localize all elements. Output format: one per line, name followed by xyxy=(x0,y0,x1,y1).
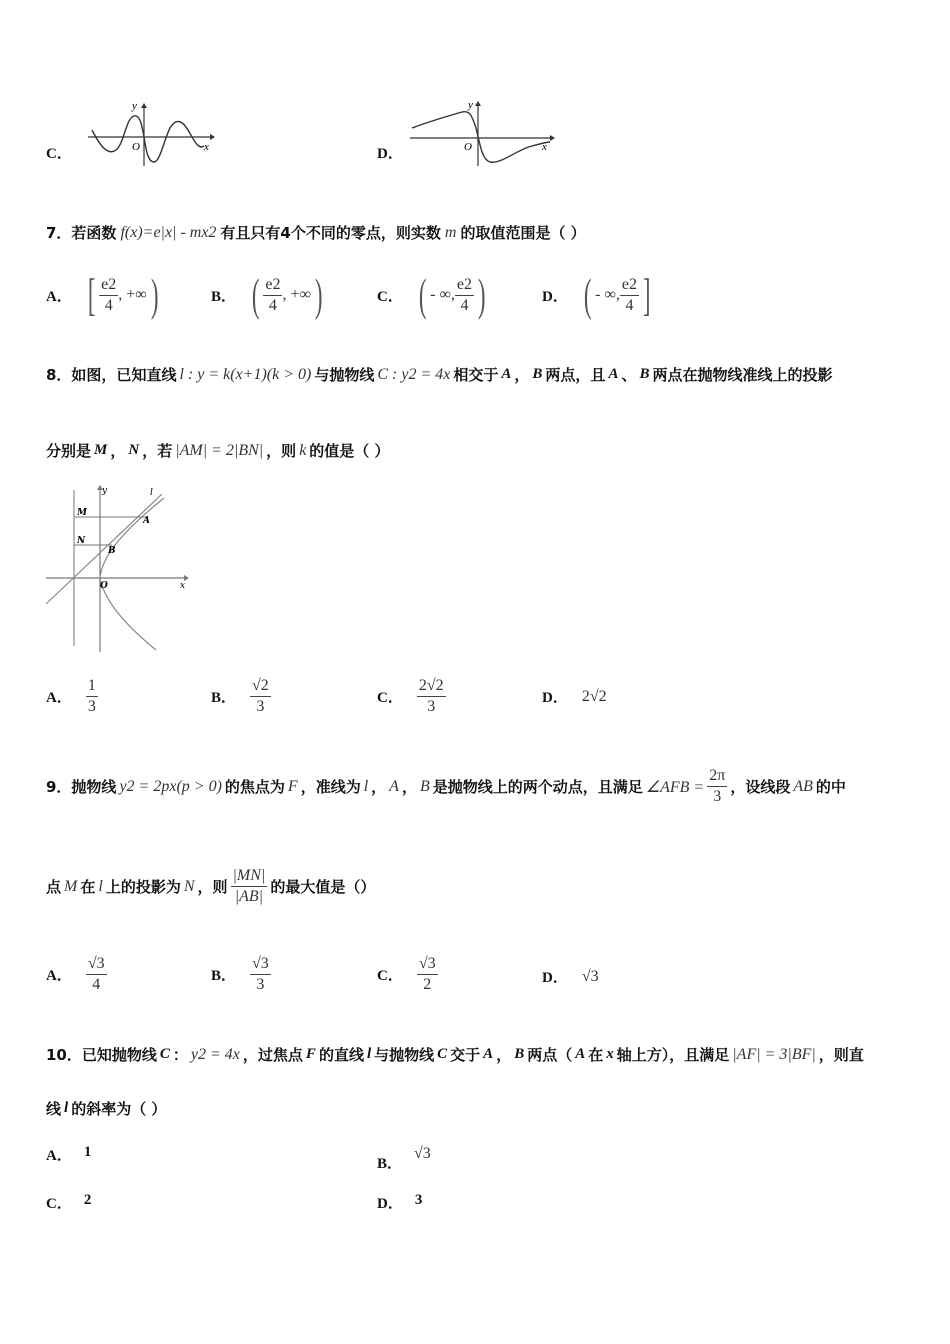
q10-stem-line2: 线 l 的斜率为（ ） xyxy=(46,1100,167,1118)
fig-y-label: y xyxy=(102,486,108,496)
fig-b-label: B xyxy=(108,546,116,556)
q7-options xyxy=(46,269,906,328)
q10-stem-line1: 10．已知抛物线 C ： y2 = 4x ，过焦点 F 的直线 l 与抛物线 C 交于 A ， B 两点（ A 在 x 轴上方），且满足 |AF| = 3|BF| ，则直 xyxy=(46,1045,864,1064)
x-label: x xyxy=(204,141,209,153)
q9-stem-line1: 9．抛物线 y2 = 2px(p > 0) 的焦点为 F ，准线为 l ， A ， B 是抛物线上的两个动点，且满足 ∠AFB = $\frac{2\pi}{3}$ ，设线段 AB 的中 xyxy=(46,767,846,805)
q9-option-d[interactable]: D． √3 xyxy=(542,967,599,986)
q8-stem-line2: 分别是 M ， N ，若 |AM| = 2|BN| ，则 k 的值是（ ） xyxy=(46,441,390,460)
q8-option-d[interactable]: D． 2√2 xyxy=(542,687,607,706)
curve xyxy=(412,112,550,163)
q8-figure xyxy=(44,484,194,654)
q6-option-d-graph xyxy=(408,100,558,170)
q7-option-b[interactable]: B． ( $\frac{e2}{4}$ , +∞ ) xyxy=(211,269,323,320)
fig-o-label: O xyxy=(100,581,108,591)
origin-label: O xyxy=(464,141,472,153)
y-axis-arrow xyxy=(141,103,147,108)
x-axis-arrow xyxy=(550,135,555,141)
fig-n-label: N xyxy=(77,536,86,546)
curve xyxy=(92,116,204,162)
q7-option-d[interactable]: D． ( - ∞, $\frac{e2}{4}$ ] xyxy=(542,269,651,320)
q9-stem-line2: 点 M 在 l 上的投影为 N ，则 $\frac{|MN|}{|AB|}$ 的最大值是（） xyxy=(46,867,376,905)
q10-option-a[interactable]: A． 1 xyxy=(46,1144,92,1164)
q6-option-d-label: D． xyxy=(377,146,403,162)
q10-option-d[interactable]: D． 3 xyxy=(377,1192,423,1212)
q8-option-b[interactable]: B． $\frac{√2}{3}$ xyxy=(211,677,269,715)
q7-stem: 7．若函数 f(x)=e|x| - mx2 有且只有4个不同的零点，则实数 m 的取值范围是（ ） xyxy=(46,223,586,242)
q9-option-b[interactable]: B． $\frac{√3}{3}$ xyxy=(211,955,269,993)
q9-option-c[interactable]: C． $\frac{√3}{2}$ xyxy=(377,955,436,993)
q8-option-a[interactable]: A． $\frac{1}{3}$ xyxy=(46,677,96,715)
fig-a-label: A xyxy=(143,516,150,526)
q8-stem-line1: 8．如图，已知直线 l : y = k(x+1)(k > 0) 与抛物线 C : y2 = 4x 相交于 A ， B 两点，且 A 、 B 两点在抛物线准线上的投影 xyxy=(46,365,833,384)
q6-option-c-label: C． xyxy=(46,146,72,162)
x-label: x xyxy=(542,141,547,153)
q7-option-c[interactable]: C． ( - ∞, $\frac{e2}{4}$ ) xyxy=(377,269,486,320)
fig-l-label: l xyxy=(150,488,153,498)
origin-label: O xyxy=(132,141,140,153)
q10-option-c[interactable]: C． 2 xyxy=(46,1192,92,1212)
q7-function: f(x)=e|x| - mx2 xyxy=(120,223,217,241)
q9-option-a[interactable]: A． $\frac{√3}{4}$ xyxy=(46,955,105,993)
fig-m-label: M xyxy=(77,508,87,518)
q10-options xyxy=(46,1132,906,1222)
parabola xyxy=(100,498,164,650)
fig-x-label: x xyxy=(180,581,186,591)
y-label: y xyxy=(468,100,473,111)
x-axis-arrow xyxy=(210,134,215,140)
q8-options xyxy=(46,676,906,728)
q8-option-c[interactable]: C． $\frac{2√2}{3}$ xyxy=(377,677,444,715)
q7-option-a[interactable]: A． [ $\frac{e2}{4}$ , +∞ ) xyxy=(46,269,159,320)
y-axis-arrow xyxy=(475,101,481,106)
y-label: y xyxy=(132,100,137,112)
q10-option-b[interactable]: B． √3 xyxy=(377,1144,431,1172)
q9-options xyxy=(46,954,906,1006)
q6-option-c-graph xyxy=(86,100,216,170)
